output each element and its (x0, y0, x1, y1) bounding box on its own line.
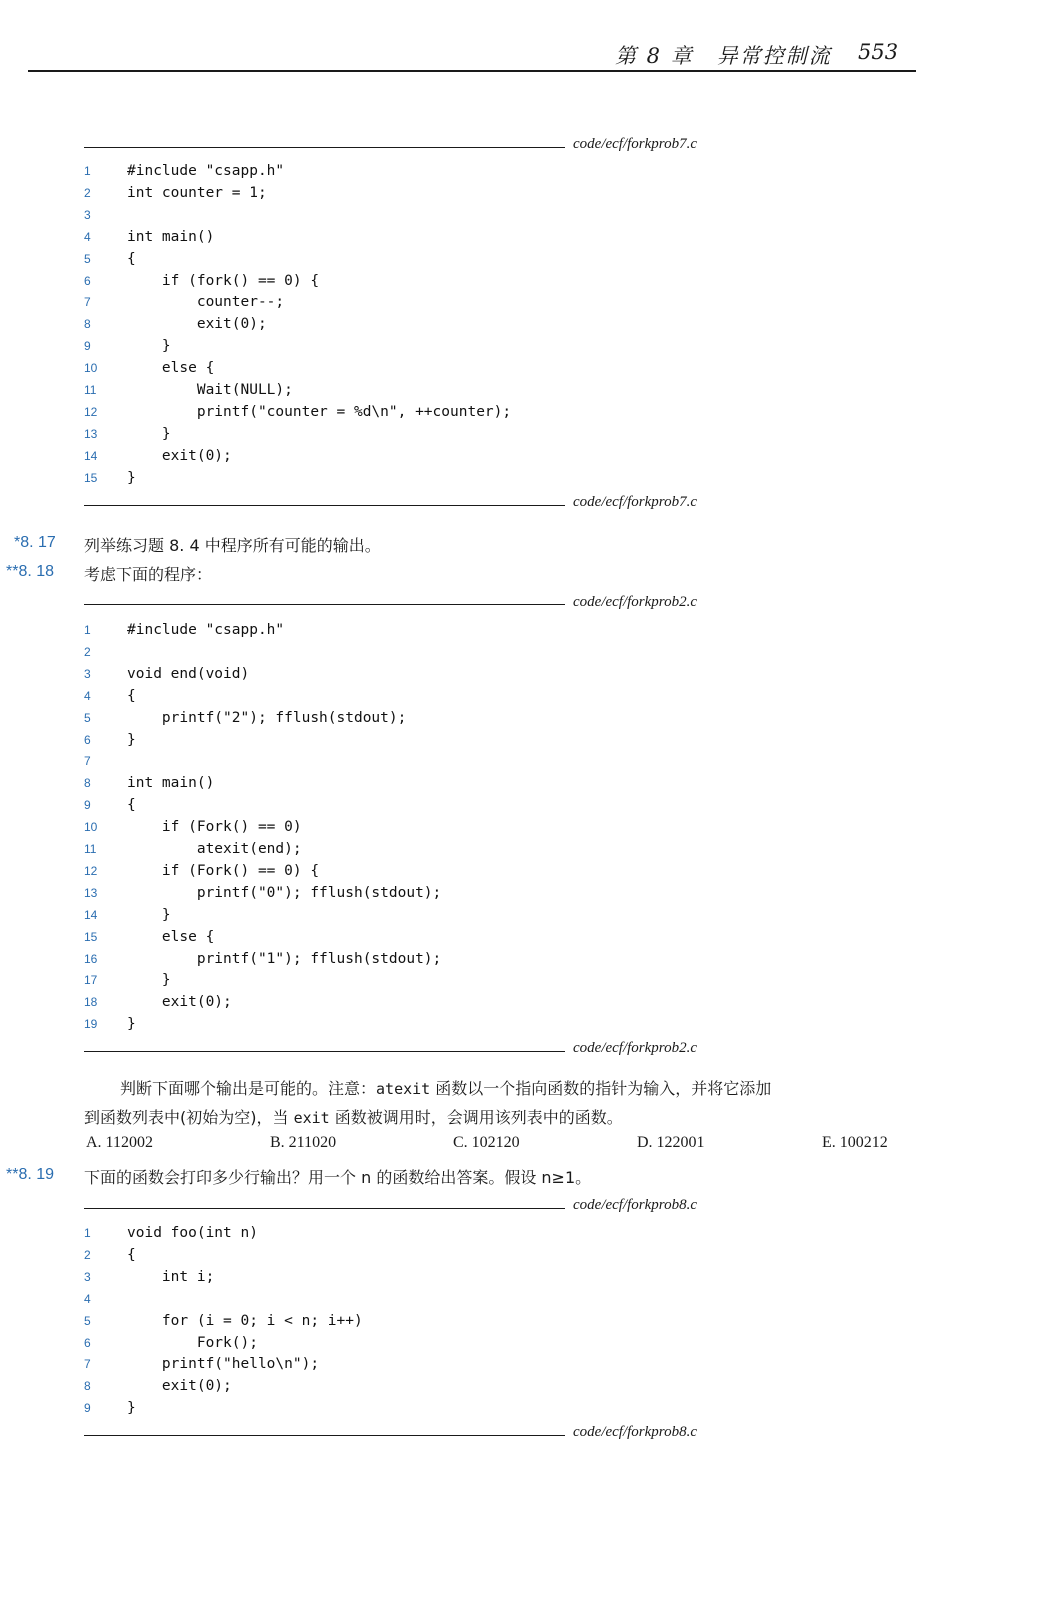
code-line: else { (127, 928, 215, 945)
line-number: 2 (84, 1247, 91, 1262)
code-line: { (127, 1246, 136, 1263)
line-number: 5 (84, 710, 91, 725)
code-line: void foo(int n) (127, 1225, 258, 1241)
code-line: int main() (127, 775, 215, 792)
listing2-filename-bottom: code/ecf/forkprob2.c (573, 1040, 697, 1056)
code-line: } (127, 469, 136, 486)
line-number: 3 (84, 1269, 91, 1284)
line-number: 9 (84, 339, 91, 354)
line-number: 9 (84, 1401, 91, 1416)
line-number: 6 (84, 1335, 91, 1350)
line-number: 8 (84, 1379, 91, 1394)
listing3-filename-top: code/ecf/forkprob8.c (573, 1197, 697, 1213)
chapter-title: 第 8 章 异常控制流 (615, 44, 832, 68)
code-line: #include "csapp.h" (127, 163, 285, 179)
line-number: 8 (84, 776, 91, 791)
code-line: if (Fork() == 0) (127, 819, 302, 836)
line-number: 14 (84, 448, 98, 463)
code-line: printf("hello\n"); (127, 1356, 320, 1373)
code-line: } (127, 1400, 136, 1417)
line-number: 15 (84, 929, 98, 944)
listing3-filename-bottom: code/ecf/forkprob8.c (573, 1424, 697, 1440)
code-line: else { (127, 360, 215, 377)
code-line: } (127, 425, 171, 442)
exercise-text-8-18: 考虑下面的程序： (84, 565, 213, 584)
listing1-top-rule (84, 147, 565, 148)
code-line: { (127, 687, 136, 704)
line-number: 18 (84, 995, 98, 1010)
header-rule (28, 70, 916, 72)
line-number: 10 (84, 361, 98, 376)
listing1-bottom-rule (84, 505, 565, 506)
line-number: 17 (84, 973, 98, 988)
code-line: counter--; (127, 294, 285, 311)
line-number: 3 (84, 207, 91, 222)
code-line: { (127, 250, 136, 267)
code-line: int i; (127, 1268, 215, 1285)
line-number: 6 (84, 273, 91, 288)
line-number: 13 (84, 426, 98, 441)
exercise-text-8-17: 列举练习题 8. 4 中程序所有可能的输出。 (84, 536, 381, 555)
line-number: 7 (84, 1357, 91, 1372)
line-number: 7 (84, 295, 91, 310)
line-number: 1 (84, 623, 91, 637)
listing3-top-rule (84, 1208, 565, 1209)
line-number: 2 (84, 185, 91, 200)
para-text-2: 函数以一个指向函数的指针为输入，并将它添加 (430, 1079, 772, 1098)
line-number: 3 (84, 666, 91, 681)
keyword-atexit: atexit (376, 1080, 431, 1098)
line-number: 1 (84, 164, 91, 178)
listing2-top-rule (84, 604, 565, 605)
line-number: 4 (84, 229, 91, 244)
code-line: for (i = 0; i < n; i++) (127, 1312, 363, 1329)
listing1-filename-bottom: code/ecf/forkprob7.c (573, 494, 697, 510)
option-d: D. 122001 (637, 1134, 705, 1151)
code-line: int counter = 1; (127, 184, 267, 201)
line-number: 12 (84, 404, 98, 419)
code-line: } (127, 1016, 136, 1033)
line-number: 7 (84, 754, 91, 769)
listing2-filename-top: code/ecf/forkprob2.c (573, 594, 697, 610)
code-line: printf("0"); fflush(stdout); (127, 884, 442, 901)
code-line: } (127, 906, 171, 923)
line-number: 19 (84, 1017, 98, 1032)
line-number: 14 (84, 907, 98, 922)
para-text-3: 到函数列表中(初始为空)，当 (84, 1108, 294, 1127)
option-b: B. 211020 (270, 1134, 337, 1151)
code-line: } (127, 338, 171, 355)
line-number: 11 (84, 383, 97, 397)
line-number: 15 (84, 470, 98, 485)
code-line: exit(0); (127, 1378, 232, 1395)
code-line: if (fork() == 0) { (127, 272, 320, 289)
code-line: Wait(NULL); (127, 382, 293, 398)
line-number: 9 (84, 798, 91, 813)
para-text-4: 函数被调用时，会调用该列表中的函数。 (329, 1108, 623, 1127)
code-line: } (127, 972, 171, 989)
para-text-1: 判断下面哪个输出是可能的。注意： (120, 1079, 377, 1098)
code-line: exit(0); (127, 447, 232, 464)
exercise-8-18-instructions (84, 1074, 914, 1104)
listing2-bottom-rule (84, 1051, 565, 1052)
line-number: 2 (84, 644, 91, 659)
code-line: exit(0); (127, 316, 267, 333)
exercise-8-18-instructions-cont (84, 1103, 914, 1133)
exercise-number-8-19: **8. 19 (6, 1166, 55, 1183)
code-line: void end(void) (127, 665, 250, 682)
option-e: E. 100212 (822, 1134, 888, 1151)
code-line: Fork(); (127, 1334, 258, 1351)
code-line: } (127, 731, 136, 748)
line-number: 5 (84, 251, 91, 266)
code-line: #include "csapp.h" (127, 622, 285, 638)
code-line: printf("counter = %d\n", ++counter); (127, 403, 512, 420)
line-number: 6 (84, 732, 91, 747)
line-number: 5 (84, 1313, 91, 1328)
code-line: printf("2"); fflush(stdout); (127, 709, 407, 726)
line-number: 4 (84, 1291, 91, 1306)
page-number: 553 (858, 40, 899, 64)
line-number: 1 (84, 1226, 91, 1240)
code-line: int main() (127, 228, 215, 245)
code-line: printf("1"); fflush(stdout); (127, 950, 442, 967)
listing3-bottom-rule (84, 1435, 565, 1436)
line-number: 12 (84, 863, 98, 878)
code-line: if (Fork() == 0) { (127, 862, 320, 879)
line-number: 11 (84, 842, 97, 856)
line-number: 10 (84, 820, 98, 835)
exercise-number-8-18: **8. 18 (6, 563, 55, 580)
code-line: { (127, 797, 136, 814)
code-line: exit(0); (127, 994, 232, 1011)
keyword-exit: exit (293, 1109, 330, 1127)
line-number: 16 (84, 951, 98, 966)
line-number: 13 (84, 885, 98, 900)
exercise-number-8-17: *8. 17 (14, 534, 56, 551)
line-number: 8 (84, 317, 91, 332)
option-a: A. 112002 (86, 1134, 153, 1151)
code-line: atexit(end); (127, 841, 302, 857)
option-c: C. 102120 (453, 1134, 520, 1151)
exercise-text-8-19: 下面的函数会打印多少行输出？用一个 n 的函数给出答案。假设 n≥1。 (84, 1168, 592, 1187)
line-number: 4 (84, 688, 91, 703)
listing1-filename-top: code/ecf/forkprob7.c (573, 136, 697, 152)
